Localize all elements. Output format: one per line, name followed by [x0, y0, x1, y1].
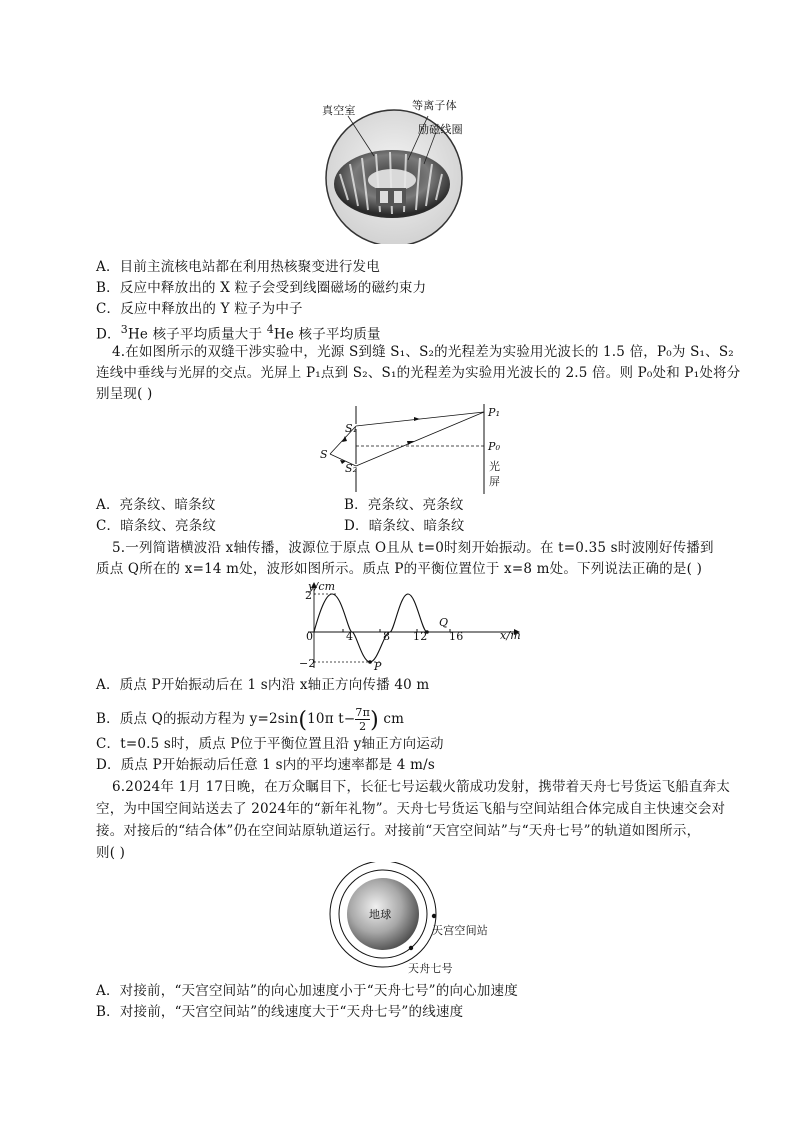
graph-y-top: 2: [305, 589, 313, 602]
q5-stem-line1: 5.一列简谐横波沿 x轴传播，波源位于原点 O且从 t=0时刻开始振动。在 t=0.35 s时波刚好传播到: [112, 540, 714, 556]
label-s: S: [320, 448, 328, 461]
label-p0: P₀: [488, 440, 501, 453]
q3-option-a: A．目前主流核电站都在利用热核聚变进行发电: [96, 259, 380, 275]
q5-option-d: D．质点 P开始振动后任意 1 s内的平均速率都是 4 m/s: [96, 757, 435, 773]
label-plasma: 等离子体: [412, 99, 457, 112]
q4-stem-line3: 别呈现( ): [96, 386, 153, 402]
q4-stem-line1: 4.在如图所示的双缝干涉实验中，光源 S到缝 S₁、S₂的光程差为实验用光波长的 1.5 倍，P₀为 S₁、S₂: [112, 344, 734, 360]
q6-option-b: B．对接前，“天宫空间站”的线速度大于“天舟七号”的线速度: [96, 1004, 464, 1020]
q6-stem-line3: 接。对接后的“结合体”仍在空间站原轨道运行。对接前“天宫空间站”与“天舟七号”的轨道如图所示，: [96, 823, 701, 839]
graph-origin: 0: [306, 630, 314, 643]
q3-option-c: C．反应中释放出的 Y 粒子为中子: [96, 301, 303, 317]
label-station: 天宫空间站: [432, 924, 488, 937]
q6-stem-line4: 则( ): [96, 845, 126, 861]
label-p1: P₁: [488, 406, 501, 419]
label-earth: 地球: [369, 908, 392, 921]
label-coil: 励磁线圈: [418, 123, 463, 136]
q4-option-c: C．暗条纹、亮条纹: [96, 518, 217, 534]
label-ship: 天舟七号: [408, 962, 453, 975]
q5-stem-line2: 质点 Q所在的 x=14 m处，波形如图所示。质点 P的平衡位置位于 x=8 m处。下列说法正确的是( ): [96, 561, 703, 577]
paren-left: (: [298, 708, 308, 733]
graph-label-q: Q: [439, 616, 449, 629]
graph-xlabel: x/m: [500, 629, 521, 642]
q6-stem-line1: 6.2024年 1月 17日晚，在万众瞩目下，长征七号运载火箭成功发射，携带着天舟七号货运飞船直奔太: [112, 779, 731, 795]
q4-option-b: B．亮条纹、亮条纹: [344, 497, 464, 513]
q3-option-b: B．反应中释放出的 X 粒子会受到线圈磁场的磁约束力: [96, 280, 427, 296]
q6-stem-line2: 空，为中国空间站送去了 2024年的“新年礼物”。天舟七号货运飞船与空间站组合体完成自主快速交会对: [96, 801, 726, 817]
q5-option-b: B．质点 Q的振动方程为 y=2sin(10π t− $\frac{7\pi}{2}$ ) cm: [96, 706, 405, 733]
graph-ylabel: y/cm: [308, 580, 336, 593]
label-s1: S₁: [345, 422, 358, 435]
q6-option-a: A．对接前，“天宫空间站”的向心加速度小于“天舟七号”的向心加速度: [96, 983, 518, 999]
q3-option-d: D．$^3$He 核子平均质量大于 $^4$He 核子平均质量: [96, 323, 381, 343]
q4-stem-line2: 连线中垂线与光屏的交点。光屏上 P₁点到 S₂、S₁的光程差为实验用光波长的 2.5 倍。则 P₀处和 P₁处将分: [96, 365, 741, 381]
label-vacuum-chamber: 真空室: [322, 104, 356, 117]
graph-tick-8: 8: [383, 630, 391, 643]
graph-label-p: P: [374, 660, 382, 673]
q5-option-a: A．质点 P开始振动后在 1 s内沿 x轴正方向传播 40 m: [96, 677, 430, 693]
label-screen-1: 光: [489, 460, 501, 473]
q4-option-d: D．暗条纹、暗条纹: [344, 518, 465, 534]
orbit-figure: [322, 862, 502, 972]
graph-tick-12: 12: [413, 630, 428, 643]
graph-y-bottom: −2: [299, 657, 316, 670]
graph-tick-16: 16: [449, 630, 464, 643]
label-screen-2: 屏: [489, 475, 501, 488]
q5-option-c: C．t=0.5 s时，质点 P位于平衡位置且沿 y轴正方向运动: [96, 736, 444, 752]
fraction: $\frac{7\pi}{2}$: [355, 706, 371, 733]
graph-tick-4: 4: [346, 630, 354, 643]
q4-option-a: A．亮条纹、暗条纹: [96, 497, 216, 513]
paren-right: ): [370, 708, 379, 733]
label-s2: S₂: [345, 462, 358, 475]
